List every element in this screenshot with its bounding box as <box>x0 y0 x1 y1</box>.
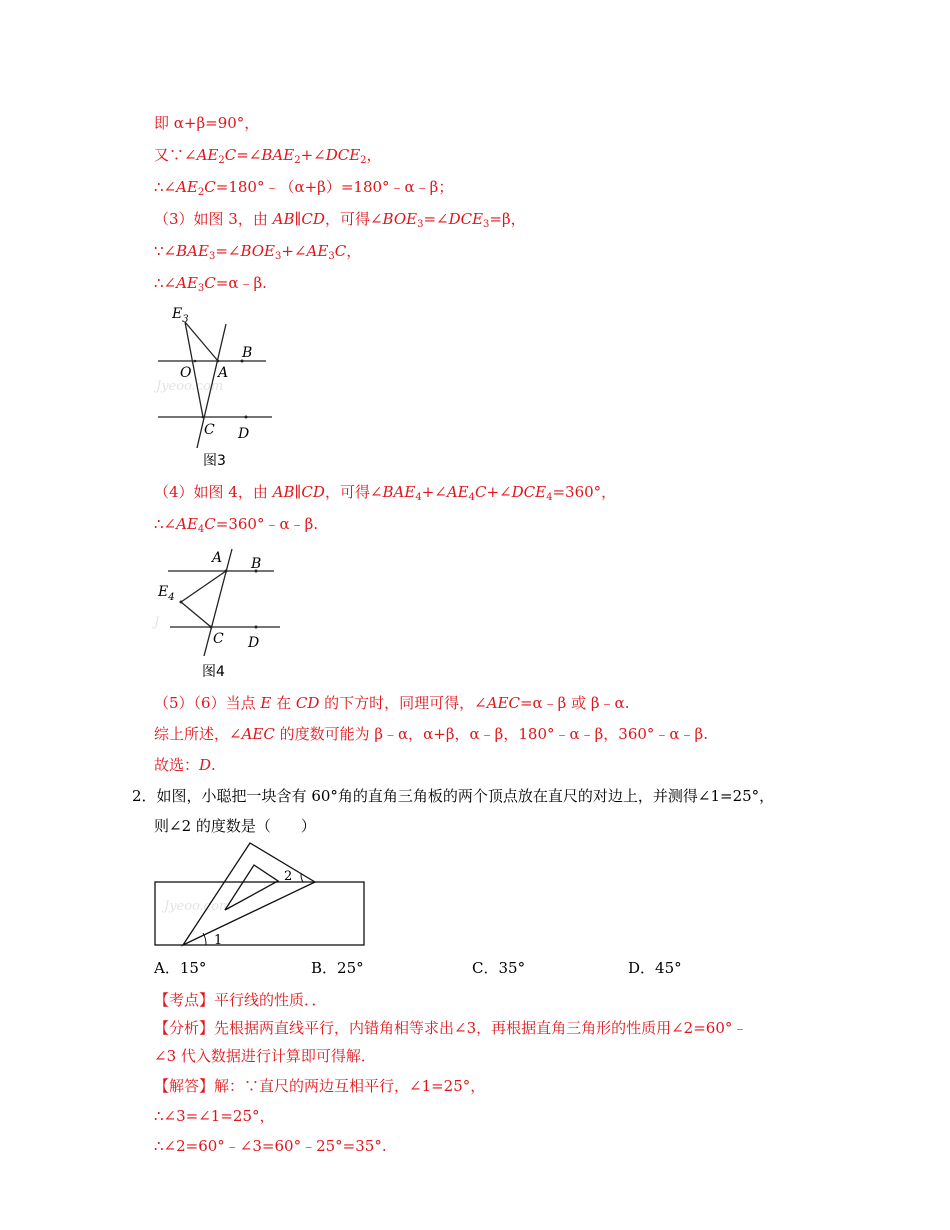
figure-watermark: Jyeoo.com <box>164 899 232 914</box>
point-d <box>255 626 258 629</box>
solution-line-11: 故选：D. <box>154 756 216 774</box>
label-a: A <box>218 365 229 381</box>
question-number: 2． <box>132 787 157 805</box>
jieda: 【解答】解：∵直尺的两边互相平行，∠1=25°， <box>154 1077 486 1095</box>
point-a <box>225 570 228 573</box>
label-a: A <box>212 550 223 566</box>
point-c <box>202 416 205 419</box>
solution-line-7: （4）如图 4，由 AB∥CD，可得$\angle BAE_4+\angle AE_4C+\angle DCE_4=360^\circ$， <box>154 483 617 503</box>
triangle-outer <box>183 843 315 945</box>
figure-4 <box>150 544 290 684</box>
figure-3 <box>150 302 280 474</box>
solution-2-line-2: ∴∠2=60°﹣∠3=60°﹣25°=35°. <box>154 1137 387 1155</box>
label-b: B <box>251 556 262 572</box>
solution-line-8: $\therefore\angle AE_4C=360^\circ﹣\alpha﹣\beta$. <box>154 515 319 535</box>
kaodian: 【考点】平行线的性质．． <box>154 991 327 1009</box>
point-c <box>210 626 213 629</box>
option-d[interactable]: D．45° <box>628 959 682 977</box>
label-c: C <box>204 422 215 438</box>
segment-e3-a <box>185 322 218 361</box>
option-a[interactable]: A．15° <box>154 959 207 977</box>
figure-3-caption: 图3 <box>203 453 226 469</box>
figure-4-watermark: J <box>154 615 160 630</box>
solution-2-line-1: ∴∠3=∠1=25°， <box>154 1107 275 1125</box>
solution-line-1: 即 α+β=90°， <box>154 114 260 132</box>
solution-line-2: 又$\because\angle AE_2C=\angle BAE_2+\angle DCE_2$， <box>154 146 382 166</box>
fenxi-line-2: ∠3 代入数据进行计算即可得解． <box>154 1047 376 1065</box>
solution-line-4: （3）如图 3，由 AB∥CD，可得$\angle BOE_3=\angle DCE_3=\beta$， <box>154 210 526 230</box>
solution-line-5: $\because\angle BAE_3=\angle BOE_3+\angle AE_3C$， <box>154 242 362 262</box>
figure-ruler-triangle <box>150 838 375 950</box>
question-2-line-1: 2．如图，小聪把一块含有 60°角的直角三角板的两个顶点放在直尺的对边上，并测得∠1=25°， <box>132 787 775 805</box>
angle-2-label: 2 <box>284 869 293 884</box>
option-c[interactable]: C．35° <box>472 959 526 977</box>
solution-line-10: 综上所述，∠AEC 的度数可能为 β﹣α，α+β，α﹣β，180°﹣α﹣β，360°﹣α﹣β. <box>154 725 708 743</box>
point-e4 <box>180 601 183 604</box>
label-c: C <box>213 631 224 647</box>
label-e3: $E_3$ <box>172 306 189 325</box>
angle-1-label: 1 <box>214 933 223 948</box>
solution-line-3: $\therefore\angle AE_2C=180^\circ﹣(\alpha+\beta)=180^\circ﹣\alpha﹣\beta$； <box>154 178 454 198</box>
question-2-line-2: 则∠2 的度数是（ ） <box>154 817 316 835</box>
label-e4: $E_4$ <box>158 584 175 603</box>
label-d: D <box>238 426 250 442</box>
label-o: O <box>180 365 192 381</box>
label-b: B <box>242 345 253 361</box>
solution-line-6: $\therefore\angle AE_3C=\alpha﹣\beta$. <box>154 274 267 294</box>
point-d <box>245 416 248 419</box>
figure-3-watermark: Jyeoo.com <box>156 379 224 394</box>
label-d: D <box>248 635 260 651</box>
figure-4-caption: 图4 <box>202 664 225 680</box>
point-a <box>217 360 220 363</box>
solution-line-9: （5）（6）当点 E 在 CD 的下方时，同理可得，∠AEC=α﹣β 或 β﹣α. <box>154 694 630 712</box>
segment-e4-c <box>181 602 211 627</box>
point-o <box>194 360 197 363</box>
fenxi-line-1: 【分析】先根据两直线平行，内错角相等求出∠3，再根据直角三角形的性质用∠2=60°﹣ <box>154 1019 748 1037</box>
option-b[interactable]: B．25° <box>311 959 364 977</box>
